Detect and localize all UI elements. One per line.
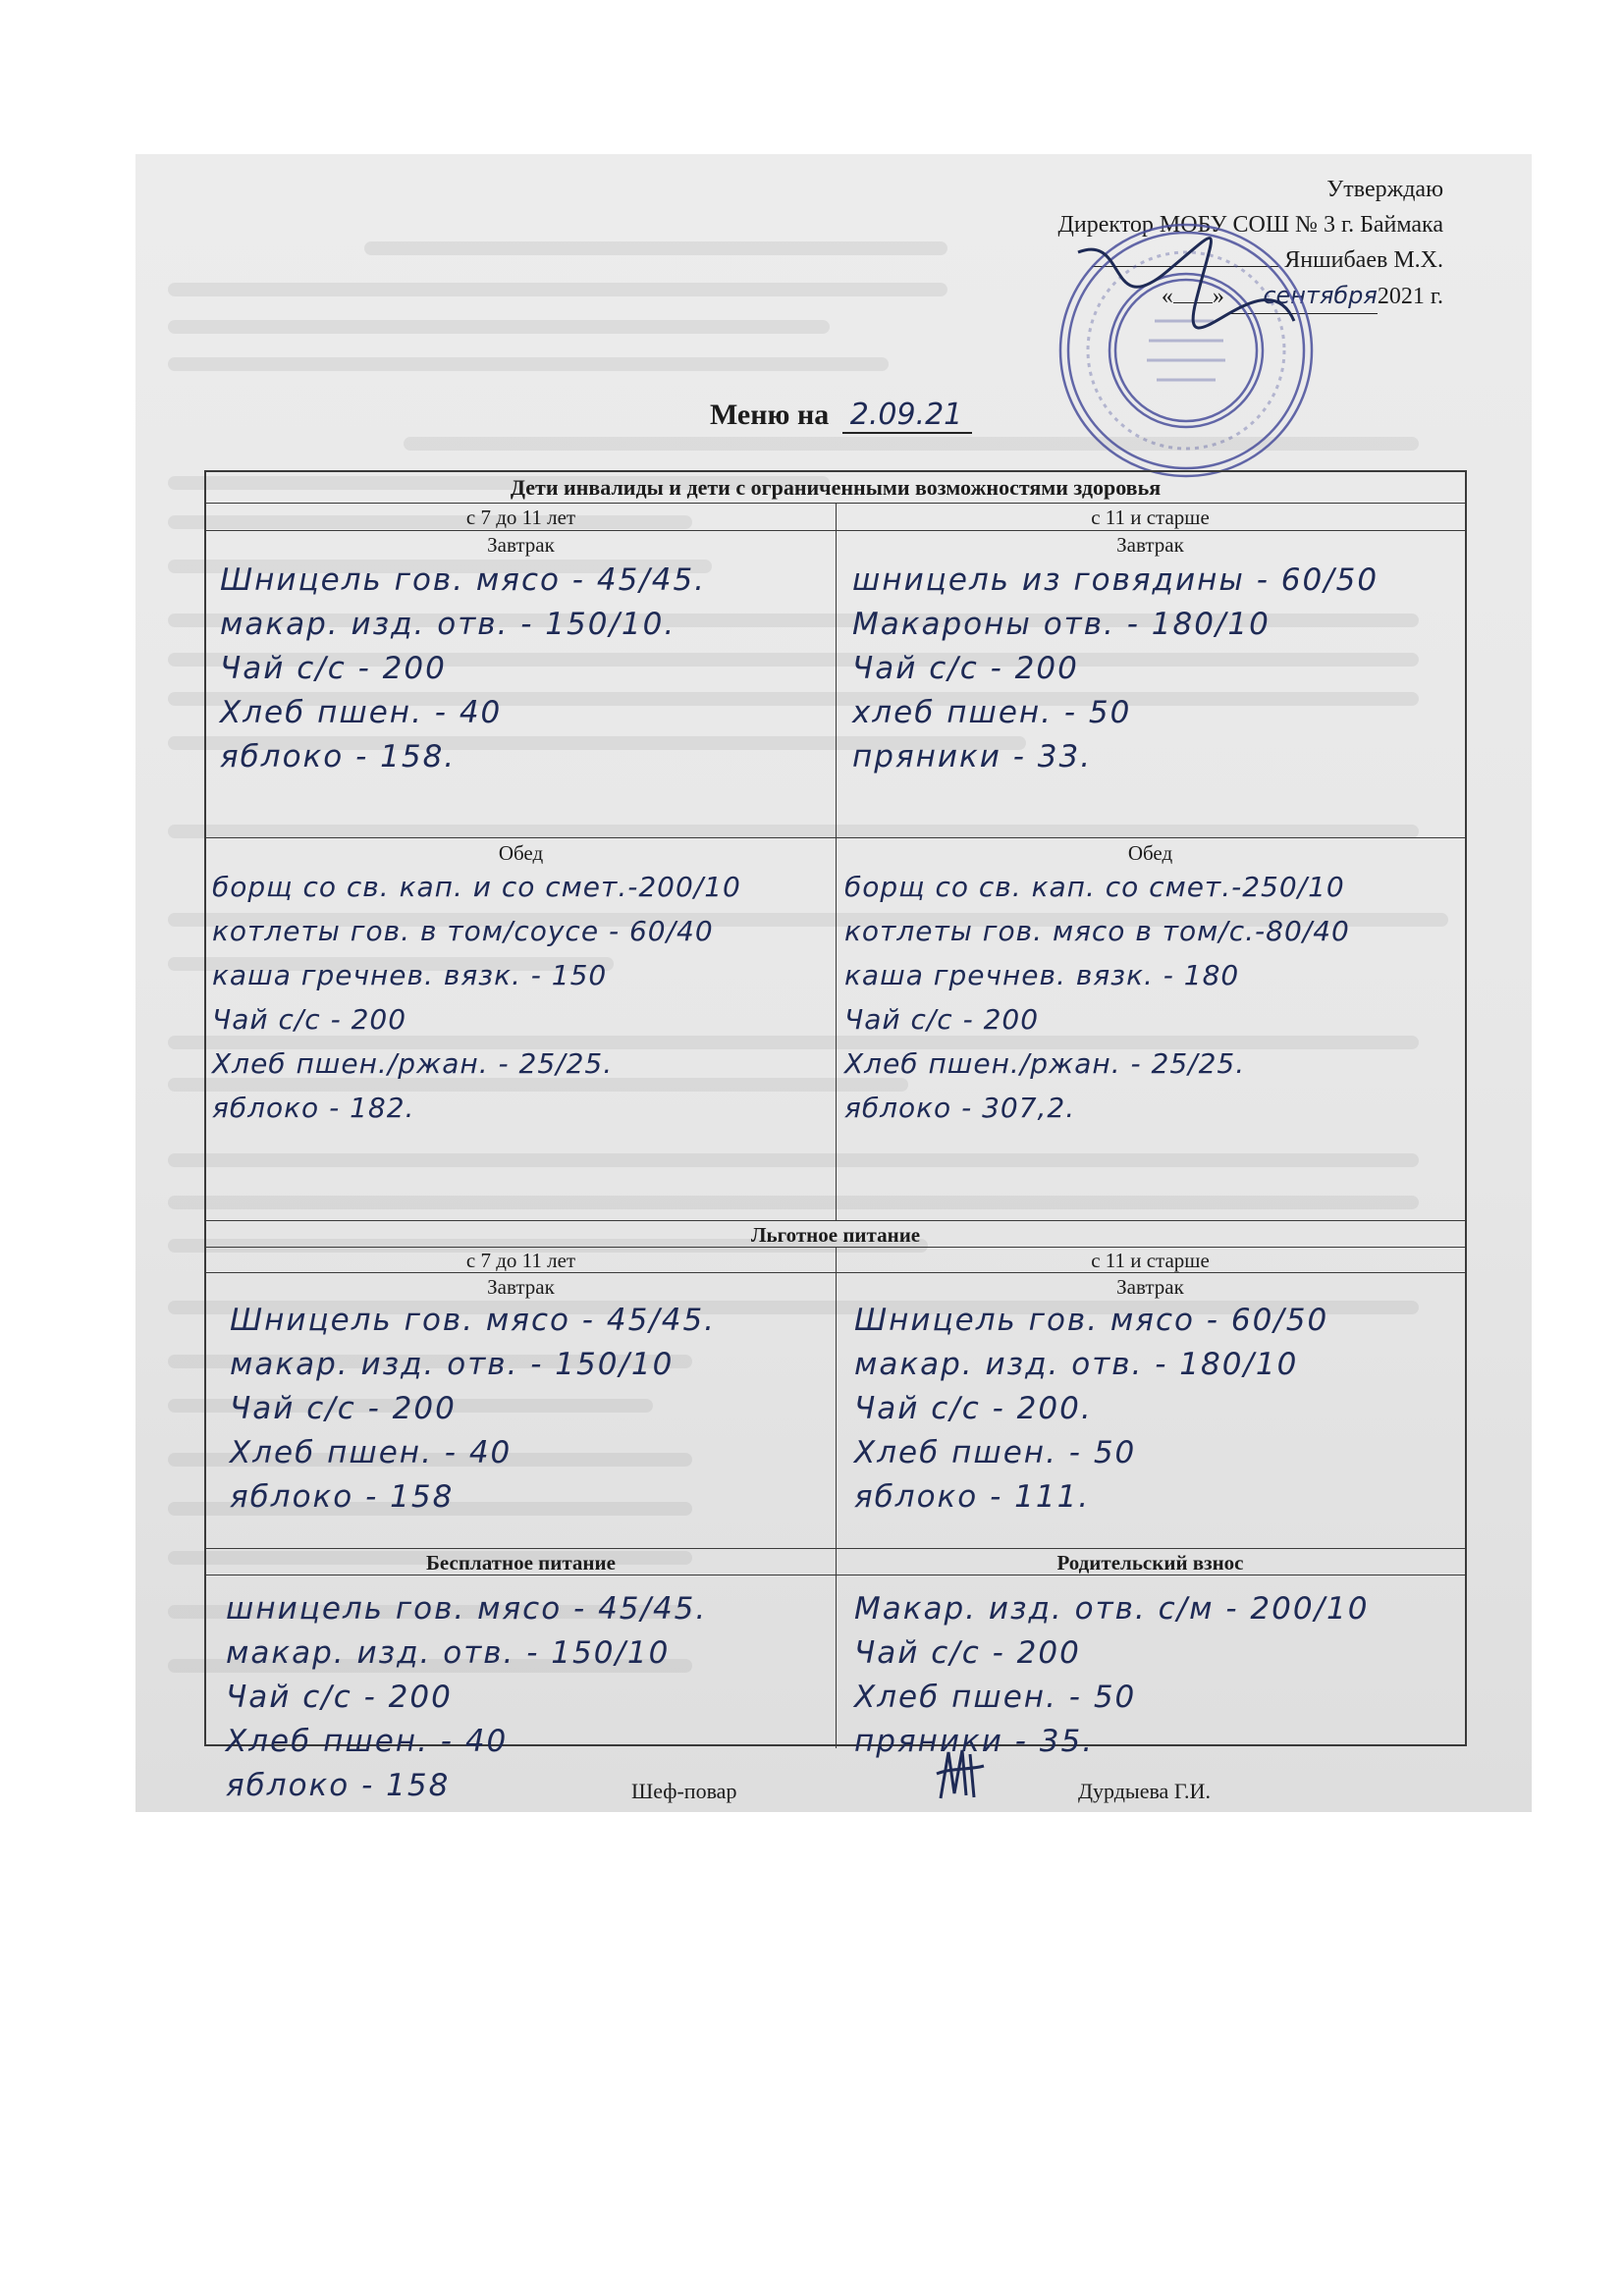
menu-item: макар. изд. отв. - 180/10	[854, 1347, 1299, 1382]
menu-item: каша гречнев. вязк. - 180	[844, 959, 1240, 991]
menu-item: пряники - 35.	[854, 1724, 1095, 1759]
section1-right-breakfast	[852, 559, 1379, 779]
section3-right-items	[854, 1587, 1369, 1764]
section2-breakfast-right-label: Завтрак	[1116, 1275, 1184, 1299]
official-stamp	[1049, 213, 1324, 488]
menu-item: яблоко - 158.	[220, 739, 457, 774]
section1-left-lunch	[212, 865, 741, 1130]
menu-item: Чай с/с - 200	[212, 1003, 407, 1036]
section2-breakfast-left-label: Завтрак	[487, 1275, 555, 1299]
menu-item: Чай с/с - 200	[220, 651, 447, 686]
menu-item: котлеты гов. в том/соусе - 60/40	[212, 915, 714, 947]
menu-item: Чай с/с - 200	[854, 1635, 1081, 1671]
section1-lunch-right-label: Обед	[1127, 841, 1173, 865]
menu-item: Хлеб пшен. - 50	[854, 1435, 1137, 1470]
section2-right-breakfast	[854, 1299, 1328, 1520]
menu-item: пряники - 33.	[852, 739, 1093, 774]
menu-item: Хлеб пшен. - 40	[220, 695, 503, 730]
menu-item: Шницель гов. мясо - 45/45.	[230, 1303, 717, 1338]
menu-item: Чай с/с - 200	[230, 1391, 457, 1426]
menu-date: 2.09.21	[842, 398, 973, 434]
chef-signature	[931, 1744, 990, 1803]
section2-col-right: с 11 и старше	[836, 1248, 1465, 1273]
menu-item: шницель из говядины - 60/50	[852, 562, 1380, 598]
section2-divider	[836, 1248, 837, 1748]
document-photo	[135, 154, 1532, 1812]
section1-header: Дети инвалиды и дети с ограниченными возможностями здоровья	[206, 472, 1465, 504]
section2-top-line	[206, 1220, 1465, 1221]
menu-item: макар. изд. отв. - 150/10.	[220, 607, 676, 642]
menu-item: борщ со св. кап. и со смет.-200/10	[212, 871, 741, 903]
section1-lunch-left-label: Обед	[498, 841, 544, 865]
menu-item: Хлеб пшен./ржан. - 25/25.	[212, 1047, 614, 1080]
approval-title: Утверждаю	[1326, 177, 1443, 202]
section1-lunch-divider	[206, 837, 1465, 838]
menu-item: Чай с/с - 200.	[854, 1391, 1093, 1426]
menu-item: Чай с/с - 200	[226, 1680, 453, 1715]
menu-item: Макароны отв. - 180/10	[852, 607, 1271, 642]
menu-item: борщ со св. кап. со смет.-250/10	[844, 871, 1345, 903]
section3-left-items	[226, 1587, 707, 1808]
menu-item: яблоко - 158	[230, 1479, 455, 1515]
section1-left-breakfast	[220, 559, 706, 779]
menu-item: макар. изд. отв. - 150/10	[230, 1347, 675, 1382]
menu-item: Макар. изд. отв. с/м - 200/10	[854, 1591, 1370, 1627]
menu-item: хлеб пшен. - 50	[852, 695, 1132, 730]
menu-item: Хлеб пшен. - 40	[226, 1724, 509, 1759]
menu-title: Меню на 2.09.21	[710, 398, 972, 432]
chef-name: Дурдыева Г.И.	[1078, 1779, 1211, 1803]
section2-header: Льготное питание	[206, 1222, 1465, 1248]
approval-date: « » сентября2021 г.	[1058, 278, 1443, 314]
menu-item: Хлеб пшен./ржан. - 25/25.	[844, 1047, 1246, 1080]
approval-director: Директор МОБУ СОШ № 3 г. Баймака	[1057, 212, 1443, 238]
approval-month: сентября	[1230, 278, 1378, 314]
menu-item: макар. изд. отв. - 150/10	[226, 1635, 671, 1671]
approval-name: Яншибаев М.Х.	[1284, 247, 1443, 273]
menu-item: яблоко - 307,2.	[844, 1092, 1076, 1124]
menu-item: Хлеб пшен. - 50	[854, 1680, 1137, 1715]
menu-item: яблоко - 158	[226, 1768, 451, 1803]
section1-right-lunch	[844, 865, 1350, 1130]
menu-item: Хлеб пшен. - 40	[230, 1435, 513, 1470]
section1-col-left: с 7 до 11 лет	[206, 504, 836, 531]
menu-item: Шницель гов. мясо - 60/50	[854, 1303, 1329, 1338]
chef-label: Шеф-повар	[631, 1779, 737, 1803]
section3-right-header: Родительский взнос	[836, 1550, 1465, 1575]
menu-item: каша гречнев. вязк. - 150	[212, 959, 608, 991]
menu-item: Шницель гов. мясо - 45/45.	[220, 562, 707, 598]
section2-col-left: с 7 до 11 лет	[206, 1248, 836, 1273]
section1-breakfast-left-label: Завтрак	[487, 533, 555, 557]
menu-item: Чай с/с - 200	[844, 1003, 1040, 1036]
menu-item: шницель гов. мясо - 45/45.	[226, 1591, 708, 1627]
section3-top-line	[206, 1548, 1465, 1549]
menu-item: Чай с/с - 200	[852, 651, 1079, 686]
menu-item: яблоко - 111.	[854, 1479, 1091, 1515]
section3-left-header: Бесплатное питание	[206, 1550, 836, 1575]
section1-breakfast-right-label: Завтрак	[1116, 533, 1184, 557]
section2-left-breakfast	[230, 1299, 716, 1520]
menu-item: котлеты гов. мясо в том/с.-80/40	[844, 915, 1350, 947]
section1-col-right: с 11 и старше	[836, 504, 1465, 531]
menu-item: яблоко - 182.	[212, 1092, 415, 1124]
